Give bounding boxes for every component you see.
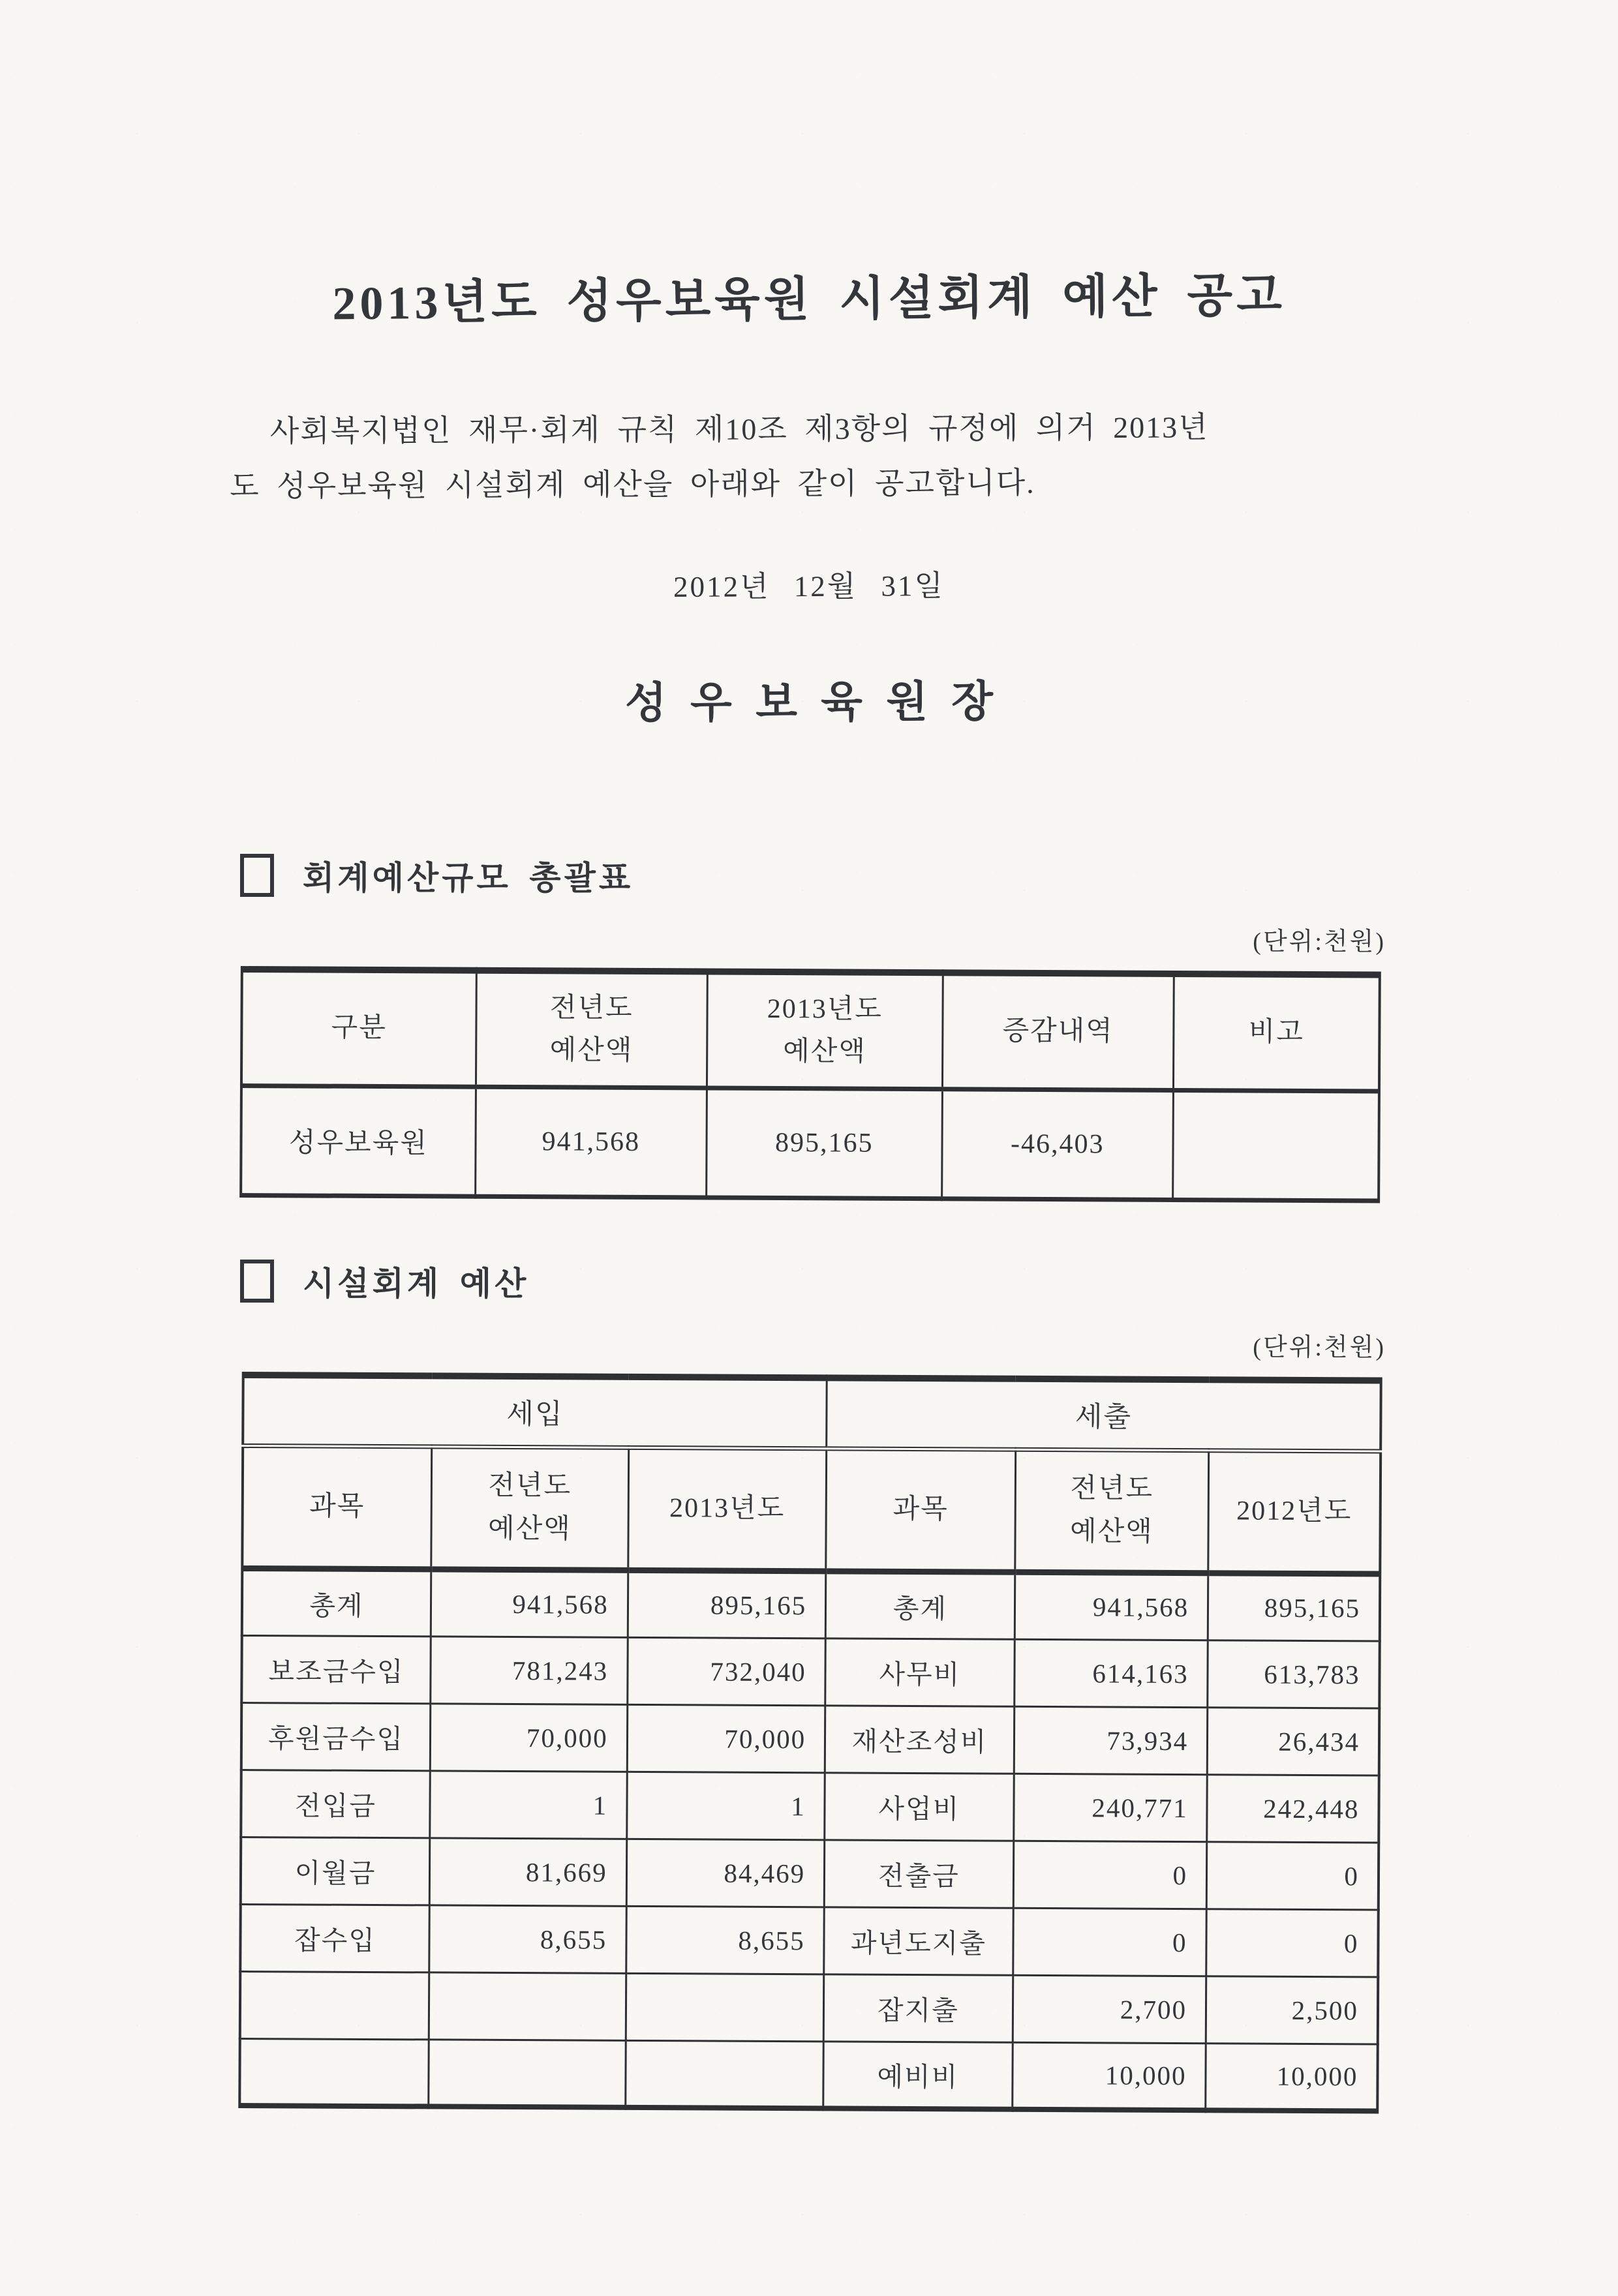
budget-heading-text: 시설회계 예산 — [303, 1265, 530, 1302]
budget-table — [238, 1372, 1382, 2114]
column-header: 2013년도 — [628, 1447, 826, 1570]
table-cell: 8,655 — [626, 1905, 824, 1973]
table-cell — [626, 1972, 824, 2040]
summary-table — [239, 966, 1381, 1203]
table-cell: 895,165 — [706, 1087, 942, 1198]
table-cell: 잡수입 — [240, 1904, 429, 1972]
column-header: 비고 — [1173, 974, 1380, 1091]
intro-line-1: 사회복지법인 재무·회계 규칙 제10조 제3항의 규정에 의거 2013년 — [269, 410, 1209, 448]
table-cell: 잡지출 — [823, 1974, 1013, 2042]
checkbox-icon — [240, 1260, 274, 1303]
group-header-expense: 세출 — [827, 1378, 1381, 1451]
table-cell: 재산조성비 — [825, 1705, 1014, 1773]
table-cell: 0 — [1013, 1840, 1207, 1908]
table-cell: 8,655 — [429, 1905, 626, 1972]
table-cell: 0 — [1206, 1841, 1379, 1909]
table-cell: 1 — [430, 1770, 627, 1838]
intro-paragraph — [230, 399, 1398, 514]
table-cell: 26,434 — [1207, 1707, 1379, 1775]
announcement-date: 2012년 12월 31일 — [673, 569, 945, 603]
unit-label: (단위:천원) — [1253, 928, 1386, 956]
column-header: 과목 — [826, 1448, 1015, 1571]
table-row — [241, 1635, 1379, 1708]
group-header-revenue: 세입 — [243, 1375, 827, 1448]
table-cell — [1172, 1090, 1379, 1201]
table-cell: 732,040 — [627, 1637, 825, 1704]
table-row — [239, 2038, 1377, 2111]
table-cell: 이월금 — [241, 1837, 430, 1905]
table-cell: 사업비 — [825, 1772, 1014, 1840]
table-cell — [240, 1971, 429, 2039]
checkbox-icon — [240, 854, 274, 897]
table-cell: 10,000 — [1012, 2042, 1206, 2109]
table-cell: 0 — [1206, 1909, 1379, 1976]
table-cell: 총계 — [242, 1568, 431, 1636]
table-cell: 사무비 — [825, 1638, 1015, 1706]
table-cell: 10,000 — [1206, 2043, 1378, 2111]
table-cell: 후원금수입 — [241, 1702, 431, 1770]
table-row — [242, 1568, 1380, 1641]
table-row — [241, 1702, 1379, 1775]
summary-section — [240, 852, 1390, 1198]
column-header: 구분 — [241, 969, 476, 1087]
table-cell: 240,771 — [1013, 1773, 1207, 1841]
table-cell: 941,568 — [431, 1569, 628, 1637]
table-cell: -46,403 — [941, 1089, 1173, 1200]
table-cell — [429, 1972, 626, 2040]
budget-header-row — [242, 1445, 1381, 1574]
table-cell: 941,568 — [475, 1087, 707, 1198]
table-cell: 과년도지출 — [824, 1907, 1013, 1974]
table-cell: 84,469 — [626, 1838, 825, 1906]
table-cell: 성우보육원 — [241, 1085, 476, 1196]
column-header: 2013년도 예산액 — [707, 971, 943, 1089]
column-header: 전년도 예산액 — [476, 971, 707, 1088]
table-cell: 242,448 — [1207, 1774, 1379, 1842]
table-cell: 81,669 — [429, 1837, 626, 1905]
intro-line-2: 도 성우보육원 시설회계 예산을 아래와 같이 공고합니다. — [230, 466, 1035, 503]
table-cell: 총계 — [825, 1571, 1015, 1639]
table-cell — [429, 2039, 626, 2107]
table-row — [241, 1837, 1379, 1910]
table-cell: 895,165 — [1208, 1573, 1380, 1640]
table-cell: 70,000 — [627, 1704, 825, 1772]
signer-title: 성우보육원장 — [624, 678, 1017, 728]
column-header: 2012년도 — [1208, 1450, 1381, 1573]
table-cell — [625, 2040, 823, 2107]
table-cell: 895,165 — [628, 1569, 826, 1637]
table-cell: 0 — [1013, 1907, 1206, 1975]
group-header-row — [243, 1375, 1381, 1451]
table-cell: 예비비 — [823, 2041, 1013, 2109]
column-header: 전년도 예산액 — [1015, 1449, 1208, 1572]
table-cell — [239, 2038, 429, 2106]
unit-label: (단위:천원) — [1253, 1333, 1386, 1361]
table-cell: 614,163 — [1014, 1639, 1208, 1706]
table-cell: 2,500 — [1206, 1976, 1378, 2044]
column-header: 과목 — [242, 1445, 431, 1569]
table-cell: 941,568 — [1015, 1571, 1208, 1639]
table-cell: 73,934 — [1014, 1706, 1208, 1774]
table-cell: 2,700 — [1013, 1974, 1206, 2042]
table-cell: 전입금 — [241, 1770, 430, 1837]
table-cell: 781,243 — [431, 1636, 628, 1704]
summary-section-heading — [240, 852, 1390, 899]
table-row — [241, 1770, 1379, 1843]
table-cell: 1 — [626, 1771, 825, 1839]
table-cell: 70,000 — [430, 1703, 627, 1771]
table-cell: 613,783 — [1208, 1640, 1380, 1708]
table-cell: 전출금 — [824, 1839, 1013, 1907]
summary-header-row — [241, 969, 1380, 1091]
table-row — [240, 1971, 1378, 2044]
table-row — [241, 1085, 1379, 1201]
table-row — [240, 1904, 1378, 1977]
table-cell: 보조금수입 — [241, 1635, 431, 1703]
summary-heading-text: 회계예산규모 총괄표 — [303, 860, 634, 896]
budget-section-heading — [240, 1258, 1390, 1305]
page-title: 2013년도 성우보육원 시설회계 예산 공고 — [332, 269, 1287, 330]
column-header: 증감내역 — [942, 973, 1174, 1090]
column-header: 전년도 예산액 — [431, 1446, 629, 1569]
budget-section — [240, 1258, 1390, 2108]
